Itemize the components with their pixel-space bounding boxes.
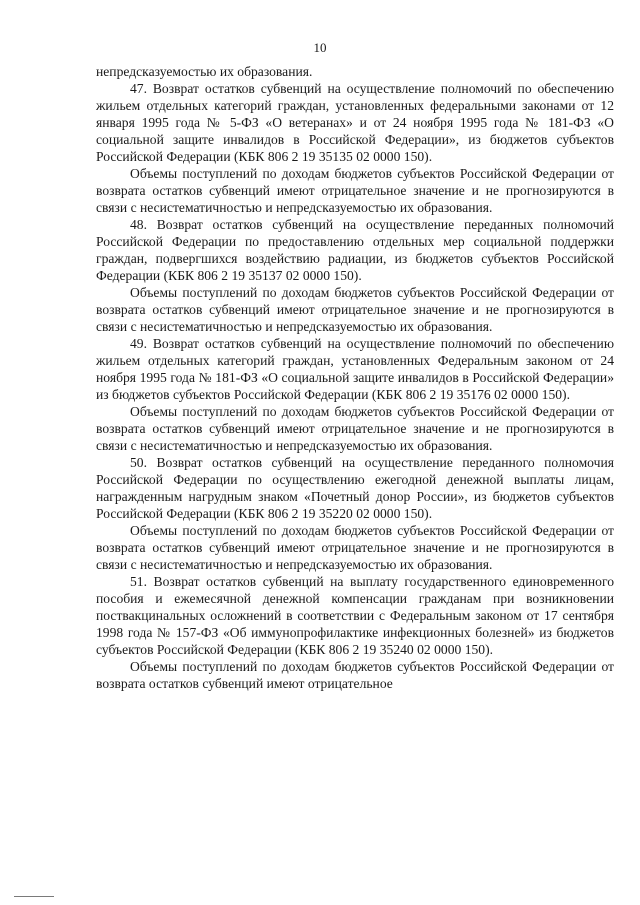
- paragraph-item-51: 51. Возврат остатков субвенций на выплату государственного единовременного пособия и ежемесячной денежной компенсации гражданам при возникновении поствакцинальных осложнений в соответствии с Федеральным законом от 17 сентября 1998 года № 157-ФЗ «Об иммунопрофилактике инфекционных болезней» из бюджетов субъектов Российской Федерации (КБК 806 2 19 35240 02 0000 150).: [96, 574, 614, 657]
- paragraph-volumes-47: Объемы поступлений по доходам бюджетов субъектов Российской Федерации от возврата остатков субвенций имеют отрицательное значение и не прогнозируются в связи с несистематичностью и непредсказуемостью их образования.: [96, 166, 614, 215]
- document-body: [96, 63, 614, 692]
- paragraph-volumes-49: Объемы поступлений по доходам бюджетов субъектов Российской Федерации от возврата остатков субвенций имеют отрицательное значение и не прогнозируются в связи с несистематичностью и непредсказуемостью их образования.: [96, 404, 614, 453]
- paragraph-item-49: 49. Возврат остатков субвенций на осуществление полномочий по обеспечению жильем отдельных категорий граждан, установленных Федеральным законом от 24 ноября 1995 года № 181-ФЗ «О социальной защите инвалидов в Российской Федерации» из бюджетов субъектов Российской Федерации (КБК 806 2 19 35176 02 0000 150).: [96, 336, 614, 402]
- paragraph-item-50: 50. Возврат остатков субвенций на осуществление переданного полномочия Российской Федерации по осуществлению ежегодной денежной выплаты лицам, награжденным нагрудным знаком «Почетный донор России», из бюджетов субъектов Российской Федерации (КБК 806 2 19 35220 02 0000 150).: [96, 455, 614, 521]
- page-number: 10: [313, 40, 327, 55]
- paragraph-volumes-51: Объемы поступлений по доходам бюджетов субъектов Российской Федерации от возврата остатков субвенций имеют отрицательное: [96, 659, 614, 691]
- paragraph-item-47: 47. Возврат остатков субвенций на осуществление полномочий по обеспечению жильем отдельных категорий граждан, установленных федеральными законами от 12 января 1995 года № 5-ФЗ «О ветеранах» и от 24 ноября 1995 года № 181-ФЗ «О социальной защите инвалидов в Российской Федерации», из бюджетов субъектов Российской Федерации (КБК 806 2 19 35135 02 0000 150).: [96, 81, 614, 164]
- paragraph-volumes-50: Объемы поступлений по доходам бюджетов субъектов Российской Федерации от возврата остатков субвенций имеют отрицательное значение и не прогнозируются в связи с несистематичностью и непредсказуемостью их образования.: [96, 523, 614, 572]
- paragraph-continuation: непредсказуемостью их образования.: [96, 64, 313, 79]
- paragraph-item-48: 48. Возврат остатков субвенций на осуществление переданных полномочий Российской Федерации по предоставлению отдельных мер социальной поддержки граждан, подвергшихся воздействию радиации, из бюджетов субъектов Российской Федерации (КБК 806 2 19 35137 02 0000 150).: [96, 217, 614, 283]
- scan-edge-mark: [14, 896, 54, 897]
- paragraph-volumes-48: Объемы поступлений по доходам бюджетов субъектов Российской Федерации от возврата остатков субвенций имеют отрицательное значение и не прогнозируются в связи с несистематичностью и непредсказуемостью их образования.: [96, 285, 614, 334]
